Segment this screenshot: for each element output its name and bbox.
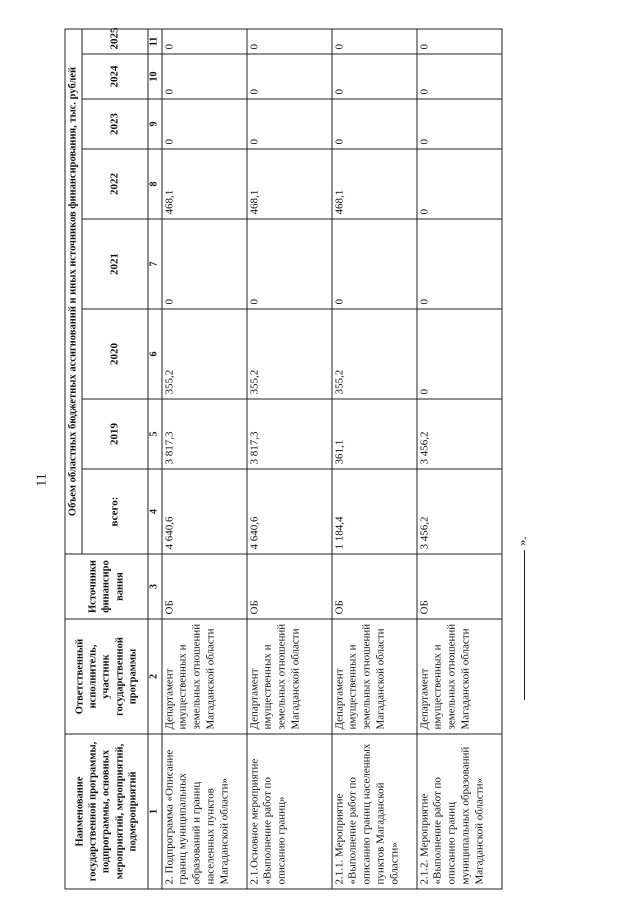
row-value: 0 bbox=[247, 54, 332, 99]
row-value: 0 bbox=[162, 54, 247, 99]
row-executor: Департамент имущественных и земельных отношений Магаданской области bbox=[417, 619, 502, 734]
row-source: ОБ bbox=[162, 554, 247, 619]
column-number: 5 bbox=[148, 399, 162, 469]
row-name: 2. Подпрограмма «Описание границ муниципальных образований и границ населенных пунктов Магаданской области» bbox=[162, 734, 247, 889]
column-number: 6 bbox=[148, 309, 162, 399]
header-year: 2025 bbox=[82, 29, 148, 54]
row-value: 0 bbox=[417, 219, 502, 309]
row-total: 4 640,6 bbox=[247, 469, 332, 554]
header-year: 2019 bbox=[82, 399, 148, 469]
header-total: всего: bbox=[82, 469, 148, 554]
row-value: 355,2 bbox=[332, 309, 417, 399]
header-executor: Ответственный исполнитель, участник государственной программы bbox=[65, 619, 148, 734]
row-value: 0 bbox=[247, 99, 332, 149]
row-value: 468,1 bbox=[162, 149, 247, 219]
rotated-table-container bbox=[65, 27, 520, 890]
row-value: 0 bbox=[162, 29, 247, 54]
column-number: 2 bbox=[148, 619, 162, 734]
row-executor: Департамент имущественных и земельных отношений Магаданской области bbox=[162, 619, 247, 734]
row-name: 2.1.1. Мероприятие «Выполнение работ по описанию границ населенных пунктов Магаданской области» bbox=[332, 734, 417, 889]
header-year: 2020 bbox=[82, 309, 148, 399]
row-value: 3 817,3 bbox=[162, 399, 247, 469]
row-value: 0 bbox=[332, 29, 417, 54]
row-total: 3 456,2 bbox=[417, 469, 502, 554]
row-value: 0 bbox=[162, 219, 247, 309]
column-number: 1 bbox=[148, 734, 162, 889]
row-value: 355,2 bbox=[247, 309, 332, 399]
row-value: 0 bbox=[417, 309, 502, 399]
row-value: 0 bbox=[332, 99, 417, 149]
header-name: Наименование государственной программы, подпрограммы, основных мероприятий, мероприятий, подмероприятий bbox=[65, 734, 148, 889]
row-name: 2.1.Основное мероприятие «Выполнение работ по описанию границ» bbox=[247, 734, 332, 889]
header-year: 2023 bbox=[82, 99, 148, 149]
row-value: 468,1 bbox=[332, 149, 417, 219]
column-number: 3 bbox=[148, 554, 162, 619]
column-number: 10 bbox=[148, 54, 162, 99]
row-value: 0 bbox=[247, 219, 332, 309]
table-row bbox=[417, 29, 502, 889]
financing-table bbox=[65, 28, 503, 889]
row-source: ОБ bbox=[417, 554, 502, 619]
row-value: 3 456,2 bbox=[417, 399, 502, 469]
row-value: 0 bbox=[332, 219, 417, 309]
row-value: 355,2 bbox=[162, 309, 247, 399]
column-number: 8 bbox=[148, 149, 162, 219]
header-source: Источники финансиро вания bbox=[65, 554, 148, 619]
row-value: 0 bbox=[247, 29, 332, 54]
column-number: 7 bbox=[148, 219, 162, 309]
row-name: 2.1.2. Мероприятие «Выполнение работ по описанию границ муниципальных образований Магаданской области» bbox=[417, 734, 502, 889]
header-year: 2022 bbox=[82, 149, 148, 219]
page-number: 11 bbox=[34, 473, 50, 487]
column-number: 11 bbox=[148, 29, 162, 54]
closing-mark: ». bbox=[514, 536, 529, 546]
row-executor: Департамент имущественных и земельных отношений Магаданской области bbox=[247, 619, 332, 734]
row-value: 0 bbox=[417, 29, 502, 54]
row-value: 0 bbox=[332, 54, 417, 99]
row-value: 468,1 bbox=[247, 149, 332, 219]
closing-line bbox=[524, 550, 525, 700]
row-value: 0 bbox=[417, 99, 502, 149]
row-source: ОБ bbox=[332, 554, 417, 619]
row-value: 3 817,3 bbox=[247, 399, 332, 469]
column-number: 9 bbox=[148, 99, 162, 149]
table-row bbox=[162, 29, 247, 889]
row-value: 0 bbox=[162, 99, 247, 149]
row-value: 361,1 bbox=[332, 399, 417, 469]
table-row bbox=[332, 29, 417, 889]
row-total: 4 640,6 bbox=[162, 469, 247, 554]
header-year: 2024 bbox=[82, 54, 148, 99]
row-value: 0 bbox=[417, 54, 502, 99]
header-volume: Объем областных бюджетных ассигнований и иных источников финансирования, тыс. рублей bbox=[65, 29, 82, 554]
header-year: 2021 bbox=[82, 219, 148, 309]
row-total: 1 184,4 bbox=[332, 469, 417, 554]
row-value: 0 bbox=[417, 149, 502, 219]
row-executor: Департамент имущественных и земельных отношений Магаданской области bbox=[332, 619, 417, 734]
row-source: ОБ bbox=[247, 554, 332, 619]
table-row bbox=[247, 29, 332, 889]
column-number: 4 bbox=[148, 469, 162, 554]
